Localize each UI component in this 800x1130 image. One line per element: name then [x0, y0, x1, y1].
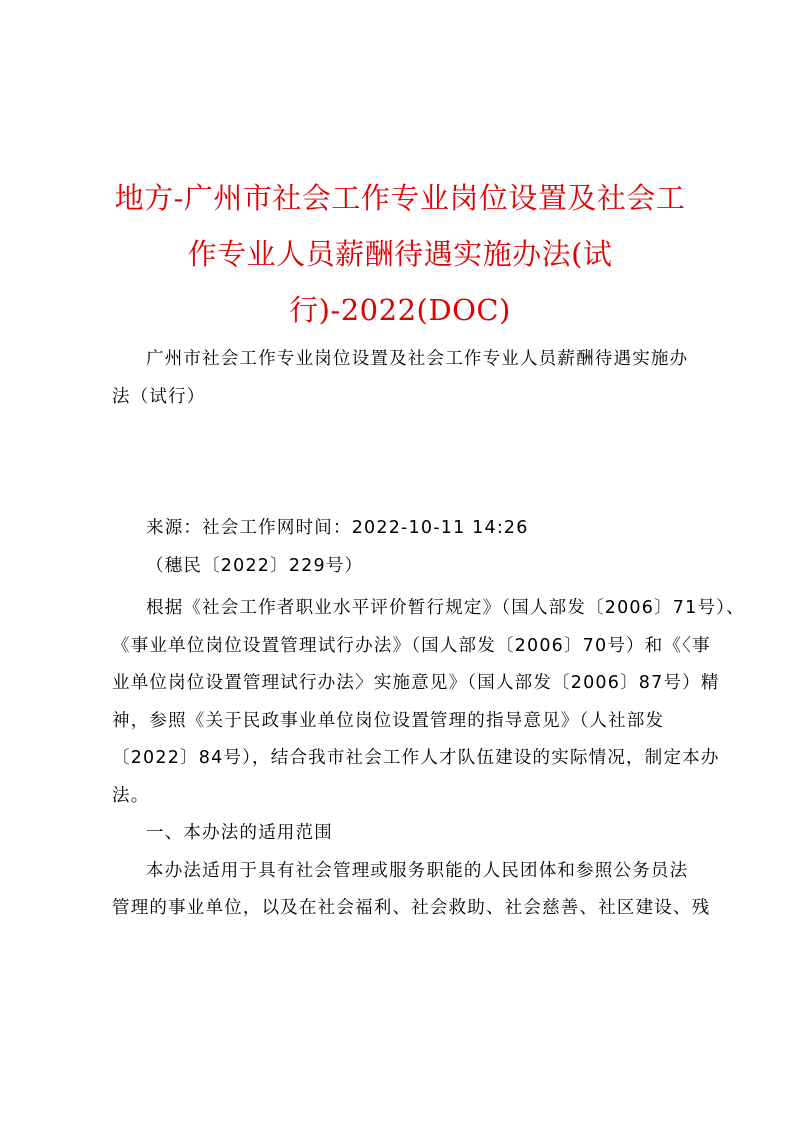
paragraph-line: 根据《社会工作者职业水平评价暂行规定》（国人部发〔2006〕71号）、: [146, 598, 745, 618]
document-subtitle: [112, 341, 702, 416]
paragraph-line: 法。: [112, 785, 150, 806]
title-line: 行)-2022(DOC): [289, 293, 511, 327]
title-line: 地方-广州市社会工作专业岗位设置及社会工: [114, 181, 686, 215]
title-line: 作专业人员薪酬待遇实施办法(试: [187, 237, 613, 271]
paragraph-line: 本办法适用于具有社会管理或服务职能的人民团体和参照公务员法: [146, 860, 689, 881]
paragraph-line: 业单位岗位设置管理试行办法〉实施意见》（国人部发〔2006〕87号）精: [112, 673, 720, 693]
subtitle-line: 法（试行）: [112, 386, 206, 407]
paragraph-line: 《事业单位岗位设置管理试行办法》（国人部发〔2006〕70号）和《〈事: [112, 635, 711, 656]
paragraph-line: 管理的事业单位，以及在社会福利、社会救助、社会慈善、社区建设、残: [112, 898, 711, 918]
paragraph-line: 神，参照《关于民政事业单位岗位设置管理的指导意见》（人社部发: [112, 710, 665, 731]
source-line: 来源：社会工作网时间：2022-10-11 14:26: [146, 518, 529, 538]
section-heading: 一、本办法的适用范围: [146, 823, 333, 843]
document-meta: [112, 510, 702, 585]
document-title: [100, 170, 700, 338]
doc-number: （穗民〔2022〕229号）: [146, 555, 364, 576]
document-body: [112, 590, 745, 928]
paragraph-line: 〔2022〕84号），结合我市社会工作人才队伍建设的实际情况，制定本办: [112, 748, 720, 768]
subtitle-line: 广州市社会工作专业岗位设置及社会工作专业人员薪酬待遇实施办: [146, 349, 689, 369]
